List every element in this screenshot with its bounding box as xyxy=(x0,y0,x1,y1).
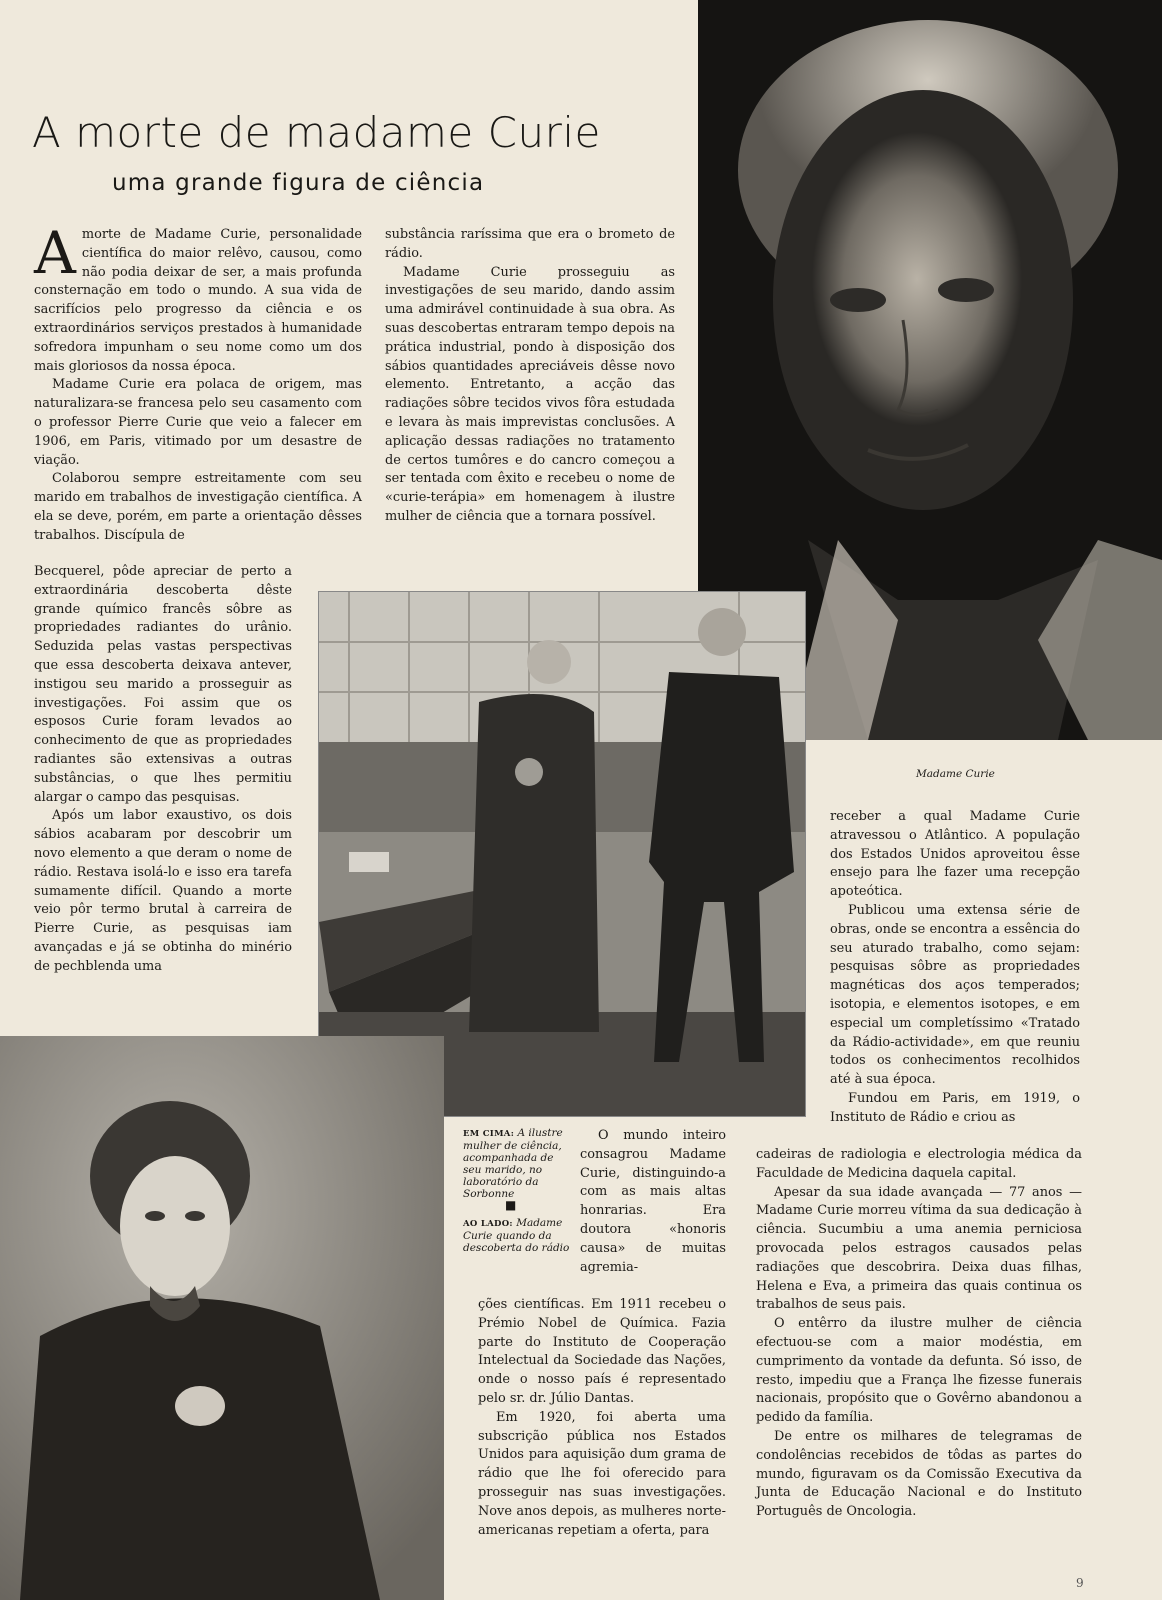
paragraph-text: morte de Madame Curie, personalidade científica do maior relêvo, causou, como não podia deixar de ser, a mais profunda consternação em todo o mundo. A sua vida de sacrifícios pelo progresso da ciência e os extraordinários serviços prestados à humanidade sofredora impunham o seu nome como um dos mais gloriosos da nossa época. xyxy=(34,227,362,374)
young-photo-caption xyxy=(463,1217,573,1254)
caption-label: AO LADO: xyxy=(463,1219,513,1229)
paragraph: Madame Curie era polaca de origem, mas naturalizara-se francesa pelo seu casamento com o professor Pierre Curie que veio a falecer em 1906, em Paris, vitimado por um desastre de viação. xyxy=(34,377,362,468)
paragraph: Apesar da sua idade avançada — 77 anos — Madame Curie morreu vítima da sua dedicação à ciência. Sucumbiu a uma anemia perniciosa provocada pelos estragos causados pelas radiações que descobrira. Deixa duas filhas, Helena e Eva, a primeira das quais continua os trabalhos de seus pais. xyxy=(756,1184,1082,1313)
lab-photo-caption xyxy=(463,1127,573,1200)
text-column-2 xyxy=(385,226,675,527)
paragraph: O entêrro da ilustre mulher de ciência efectuou-se com a maior modéstia, em cumprimento da vontade da defunta. Só isso, de resto, impediu que a França lhe fizesse funerais nacionais, propósito que o Govêrno abandonou a pedido da família. xyxy=(756,1316,1082,1426)
paragraph: Colaborou sempre estreitamente com seu marido em trabalhos de investigação científica. A ela se deve, porém, em parte a orientação dêsses trabalhos. Discípula de xyxy=(34,471,362,543)
paragraph: ções científicas. Em 1911 recebeu o Prémio Nobel de Química. Fazia parte do Instituto de Cooperação Intelectual da Sociedade das Nações, onde o nosso país é representado pelo sr. dr. Júlio Dantas. xyxy=(478,1297,726,1406)
paragraph: Madame Curie prosseguiu as investigações de seu marido, dando assim uma admirável continuidade à sua obra. As suas descobertas entraram tempo depois na prática industrial, pondo à disposição dos sábios quantidades apreciáveis dêsse novo elemento. Entretanto, a acção das radiações sôbre tecidos vivos fôra estudada e levara às mais imprevistas conclusões. A aplicação dessas radiações no tratamento de certos tumôres e do cancro começou a ser tentada com êxito e recebeu o nome de «curie-terápia» em homenagem à ilustre mulher de ciência que a tornara possível. xyxy=(385,264,675,524)
paragraph xyxy=(34,219,362,376)
paragraph: Publicou uma extensa série de obras, onde se encontra a essência do seu aturado trabalho, como sejam: pesquisas sôbre as propriedades magnéticas dos aços temperados; isotopia, e elementos isotopes, e em especial um completíssimo «Tratado da Rádio-actividade», em que reuniu todos os conhecimentos recolhidos até à sua época. xyxy=(830,902,1080,1088)
caption-label: EM CIMA: xyxy=(463,1129,515,1139)
caption-text: Madame Curie quando da descoberta do rádio xyxy=(463,1217,570,1254)
paragraph: substância raríssima que era o brometo de rádio. xyxy=(385,227,675,261)
drop-cap: A xyxy=(34,219,76,287)
text-column-right-bottom xyxy=(756,1146,1082,1522)
paragraph: receber a qual Madame Curie atravessou o Atlântico. A população dos Estados Unidos aproveitou êsse ensejo para lhe fazer uma recepção apoteótica. xyxy=(830,809,1080,900)
paragraph: De entre os milhares de telegramas de condolências recebidos de tôdas as partes do mundo, figuravam os da Comissão Executiva da Junta de Educação Nacional e do Instituto Português de Oncologia. xyxy=(756,1428,1082,1520)
text-column-mid xyxy=(478,1296,726,1540)
article-subtitle: uma grande figura de ciência xyxy=(112,170,485,196)
paragraph: Em 1920, foi aberta uma subscrição pública nos Estados Unidos para aquisição dum grama de rádio que lhe foi oferecido para prosseguir nas suas investigações. Nove anos depois, as mulheres norte-americanas repetiam a oferta, para xyxy=(478,1409,726,1538)
young-curie-photo xyxy=(0,1036,444,1600)
text-column-1-top xyxy=(34,219,362,546)
page-number: 9 xyxy=(1076,1576,1084,1590)
paragraph: Após um labor exaustivo, os dois sábios acabaram por descobrir um novo elemento a que deram o nome de rádio. Restava isolá-lo e isso era tarefa sumamente difícil. Quando a morte veio pôr termo brutal à carreira de Pierre Curie, as pesquisas iam avançadas e já se obtinha do minério de pechblenda uma xyxy=(34,808,292,974)
paragraph: Fundou em Paris, em 1919, o Instituto de Rádio e criou as xyxy=(830,1090,1080,1125)
text-column-right-top xyxy=(830,808,1080,1128)
portrait-caption: Madame Curie xyxy=(916,768,995,780)
caption-text: A ilustre mulher de ciência, acompanhada de seu marido, no laboratório da Sorbonne xyxy=(463,1127,563,1200)
text-column-1-bottom xyxy=(34,563,292,977)
paragraph: cadeiras de radiologia e electrologia médica da Faculdade de Medicina daquela capital. xyxy=(756,1147,1082,1181)
paragraph: Becquerel, pôde apreciar de perto a extraordinária descoberta dêste grande químico francês sôbre as propriedades radiantes do urânio. Seduzida pelas vastas perspectivas que essa descoberta deixava antever, instigou seu marido a prosseguir as investigações. Foi assim que os esposos Curie foram levados ao conhecimento de que as propriedades radiantes são extensivas a outras substâncias, o que lhes permitiu alargar o campo das pesquisas. xyxy=(34,564,292,805)
article-title: A morte de madame Curie xyxy=(32,108,601,157)
caption-separator: ■ xyxy=(505,1198,517,1212)
paragraph: O mundo inteiro consagrou Madame Curie, distinguindo-a com as mais altas honrarias. Era doutora «honoris causa» de muitas agremia- xyxy=(580,1128,726,1275)
text-column-mid-narrow xyxy=(580,1127,726,1277)
